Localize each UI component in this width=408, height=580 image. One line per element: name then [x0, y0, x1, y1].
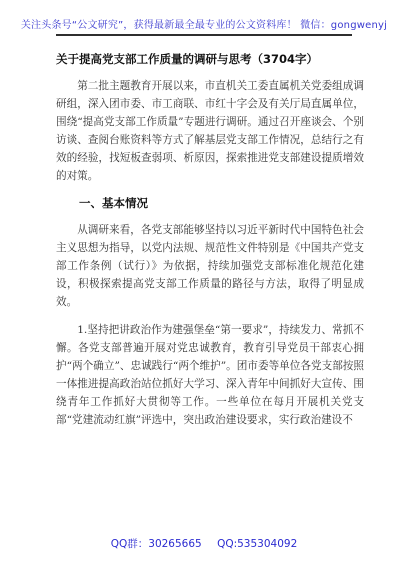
body-paragraph-1: 从调研来看，各党支部能够坚持以习近平新时代中国特色社会主义思想为指导，以党内法规、规范性文件特别是《中国共产党支部工作条例（试行）》为依据，持续加强党支部标准化规范化建设，积极探索提高党支部工作质量的路径与方法，取得了明显成效。	[56, 224, 364, 308]
document-body	[56, 51, 364, 439]
page-footer	[0, 536, 408, 551]
body-paragraph-2: 1.坚持把讲政治作为建强堡垒“第一要求”，持续发力、常抓不懈。各党支部普遍开展对党忠诚教育，教育引导党员干部衷心拥护“两个确立”、忠诚践行“两个维护”。团市委等单位各党支部按照一体推进提高政治站位抓好大学习、深入青年中间抓好大宣传、围绕青年工作抓好大贯彻等工作。一些单位在每月开展机关党支部“党建流动红旗”评选中，突出政治建设要求，实行政治建设不	[56, 324, 364, 426]
section-heading: 一、基本情况	[79, 196, 148, 210]
header-promo-text: 关注头条号“公文研究”，获得最新最全最专业的公文资料库！ 微信：gongwenyj	[20, 20, 388, 31]
footer-qq-contact: QQ:535304092	[217, 538, 298, 550]
document-title: 关于提高党支部工作质量的调研与思考（3704字）	[56, 52, 319, 66]
page-header	[0, 0, 408, 44]
footer-qq-group: QQ群：30265665	[110, 538, 202, 550]
intro-paragraph: 第二批主题教育开展以来，市直机关工委直属机关党委组成调研组，深入团市委、市工商联、市红十字会及有关厅局直属单位，围绕“提高党支部工作质量”专题进行调研。通过召开座谈会、个别访谈、查阅台账资料等方式了解基层党支部工作情况，总结行之有效的经验，找短板查弱项、析原因，探索推进党支部建设提质增效的对策。	[56, 80, 364, 182]
header-divider	[56, 34, 352, 36]
